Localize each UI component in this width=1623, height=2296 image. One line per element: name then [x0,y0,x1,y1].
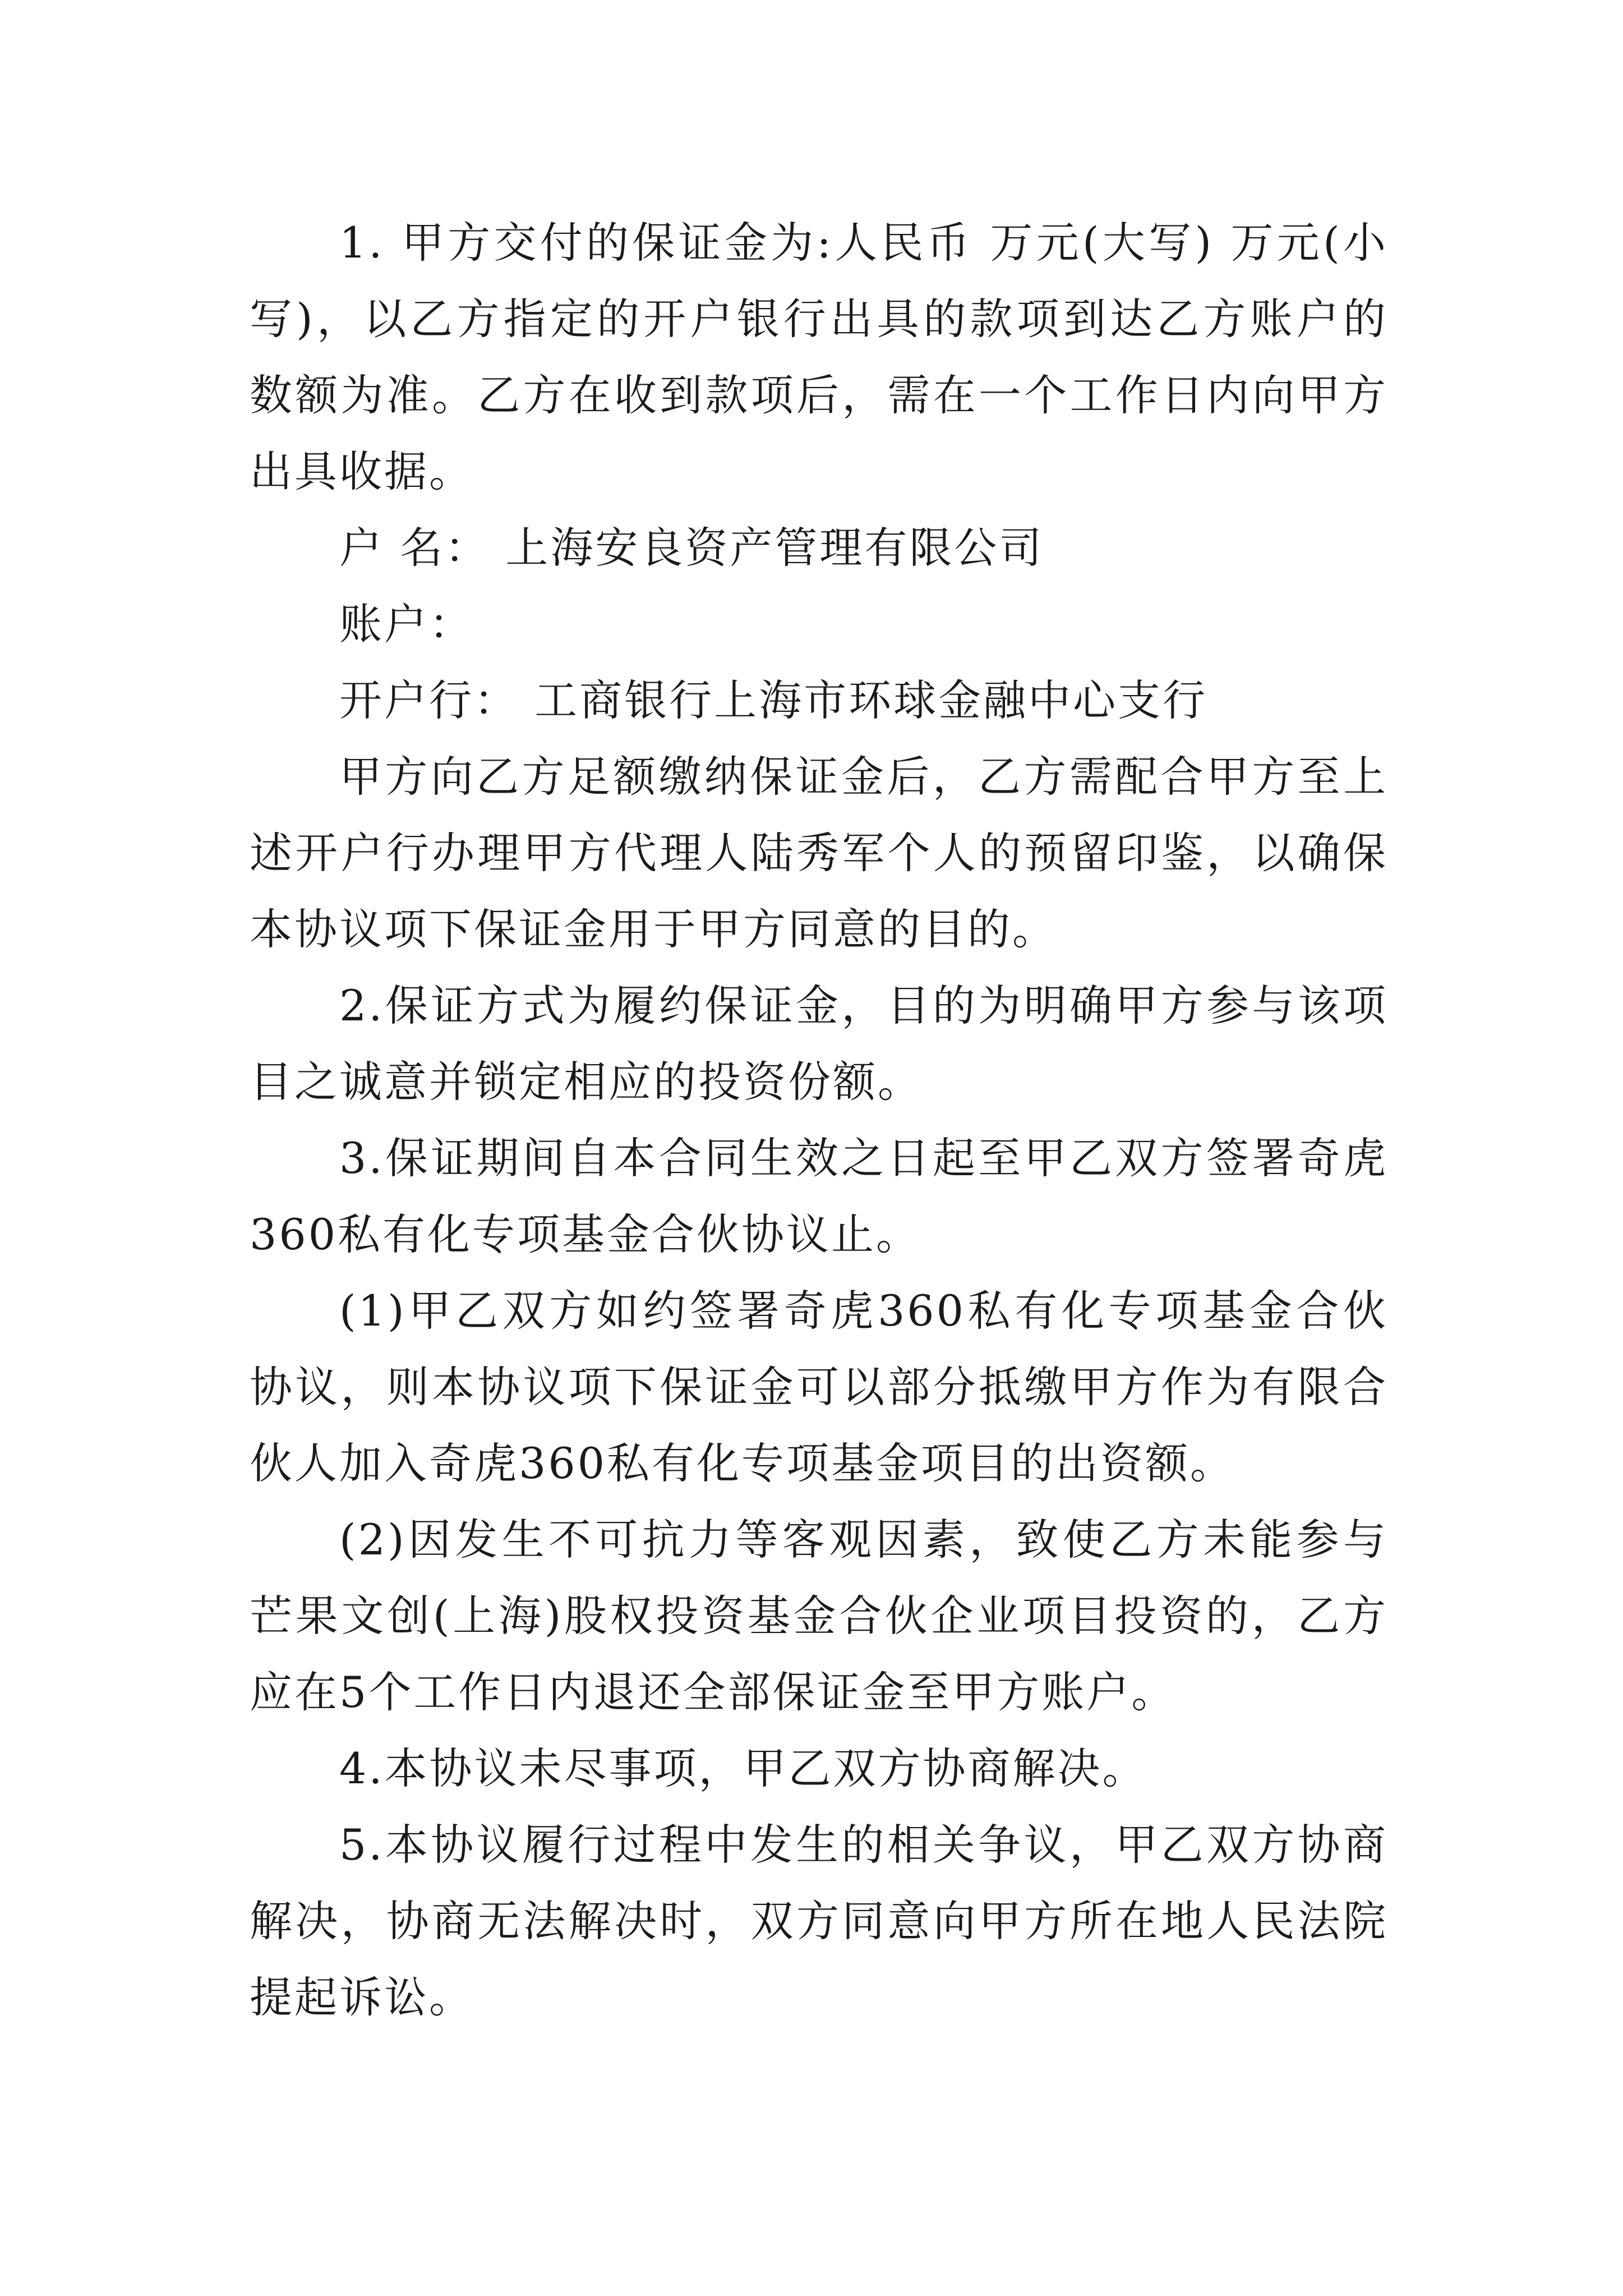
paragraph-unresolved-matters: 4.本协议未尽事项，甲乙双方协商解决。 [339,1743,1147,1793]
paragraph-seal-arrangement: 甲方向乙方足额缴纳保证金后，乙方需配合甲方至上述开户行办理甲方代理人陆秀军个人的预留印鉴，以确保本协议项下保证金用于甲方同意的目的。 [250,752,1388,954]
paragraph-account-name: 户 名： 上海安良资产管理有限公司 [339,523,1044,573]
paragraph-dispute-resolution: 5.本协议履行过程中发生的相关争议，甲乙双方协商解决，协商无法解决时，双方同意向甲方所在地人民法院提起诉讼。 [250,1820,1388,2022]
paragraph-guarantee-period: 3.保证期间自本合同生效之日起至甲乙双方签署奇虎360私有化专项基金合伙协议止。 [250,1133,1388,1259]
paragraph-account-number: 账户： [339,599,474,649]
document-body [250,205,1388,2036]
paragraph-clause-3-1: (1)甲乙双方如约签署奇虎360私有化专项基金合伙协议，则本协议项下保证金可以部分抵缴甲方作为有限合伙人加入奇虎360私有化专项基金项目的出资额。 [250,1286,1388,1488]
paragraph-opening-bank: 开户行： 工商银行上海市环球金融中心支行 [339,675,1208,725]
paragraph-clause-3-2: (2)因发生不可抗力等客观因素，致使乙方未能参与芒果文创(上海)股权投资基金合伙企业项目投资的，乙方应在5个工作日内退还全部保证金至甲方账户。 [250,1515,1388,1717]
paragraph-deposit-amount: 1. 甲方交付的保证金为:人民币 万元(大写) 万元(小写)，以乙方指定的开户银行出具的款项到达乙方账户的数额为准。乙方在收到款项后，需在一个工作日内向甲方出具收据。 [250,218,1388,496]
paragraph-guarantee-method: 2.保证方式为履约保证金，目的为明确甲方参与该项目之诚意并锁定相应的投资份额。 [250,981,1388,1107]
